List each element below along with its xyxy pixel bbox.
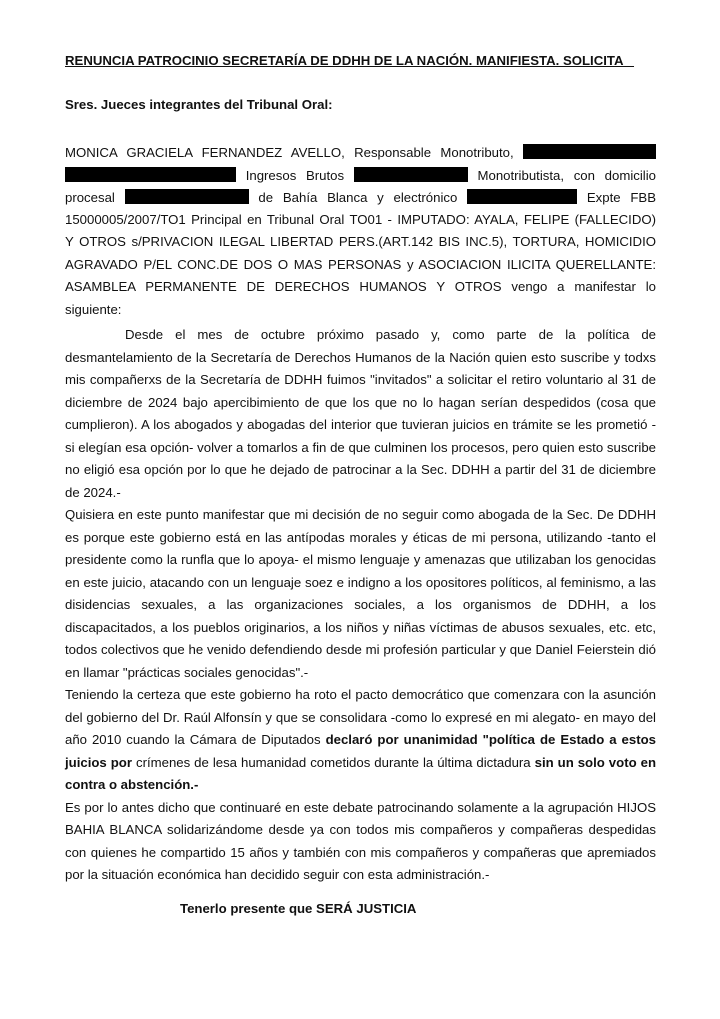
paragraph-2: Quisiera en este punto manifestar que mi decisión de no seguir como abogada de la Sec. De DDHH es porque este gobierno está en las antípodas morales y éticas de mi persona, utilizando -tanto el presidente como la runfla que lo apoya- el mismo lenguaje y amenazas que utilizaban los genocidas en este juicio, atacando con un lenguaje soez e indigno a los opositores políticos, al feminismo, a las disidencias sexuales, a las organizaciones sociales, a los organismos de DDHH, a los discapacitados, a los pueblos originarios, a los niños y niñas víctimas de abusos sexuales, etc. etc, todos colectivos que he venido defendiendo desde mi profesión particular y que Daniel Feierstein dió en llamar "prácticas sociales genocidas".- — [65, 507, 656, 680]
salutation: Sres. Jueces integrantes del Tribunal Oral: — [65, 97, 333, 112]
paragraph-3: Teniendo la certeza que este gobierno ha roto el pacto democrático que comenzara con la asunción del gobierno del Dr. Raúl Alfonsín y que se consolidara -como lo expresé en mi alegato- en mayo del año 2010 cuando la Cámara de Diputados declaró por unanimidad "política de Estado a estos juicios por crímenes de lesa humanidad cometidos durante la última dictadura sin un solo voto en contra o abstención.- — [65, 687, 657, 792]
document-title: RENUNCIA PATROCINIO SECRETARÍA DE DDHH DE LA NACIÓN. MANIFIESTA. SOLICITA — [65, 53, 635, 68]
intro-line-8: siguiente: — [65, 301, 122, 317]
intro-line-1: MONICA GRACIELA FERNANDEZ AVELLO, Responsable Monotributo, — [65, 144, 656, 167]
paragraph-1: Desde el mes de octubre próximo pasado y, como parte de la política de desmantelamiento de la Secretaría de Derechos Humanos de la Nación quien esto suscribe y todxs mis compañerxs de la Secretaría de DDHH fuimos "invitados" a solicitar el retiro voluntario al 31 de diciembre de 2024 bajo apercibimiento de que los que no lo hagan serían despedidos (cosa que cumplieron). A los abogados y abogadas del interior que tuvieran juicios en trámite se les prometió -si elegían esa opción- volver a tomarlos a fin de que culminen los procesos, pero quien esto suscribe no eligió esa opción por lo que he dejado de patrocinar a la Sec. DDHH a partir del 31 de diciembre de 2024.- — [65, 327, 656, 500]
redacted-block — [125, 189, 249, 204]
document-page — [65, 52, 657, 916]
paragraph-4: Es por lo antes dicho que continuaré en este debate patrocinando solamente a la agrupación HIJOS BAHIA BLANCA solidarizándome desde ya con todos mis compañeros y compañeras despedidas con quienes he compartido 15 años y también con mis compañeros y compañeras que apremiados por la situación económica han decidido seguir con esta administración.- — [65, 799, 656, 882]
document-body — [65, 144, 656, 887]
redacted-block — [467, 189, 577, 204]
intro-paragraph — [65, 144, 656, 324]
closing-line: Tenerlo presente que SERÁ JUSTICIA — [180, 901, 417, 916]
redacted-block — [354, 167, 468, 182]
intro-line-3: procesal de Bahía Blanca y electrónico Expte FBB — [65, 190, 657, 205]
intro-line-7: ASAMBLEA PERMANENTE DE DERECHOS HUMANOS Y OTROS vengo a manifestar lo — [65, 279, 656, 294]
redacted-block — [65, 167, 236, 182]
intro-line-5: Y OTROS s/PRIVACION ILEGAL LIBERTAD PERS.(ART.142 BIS INC.5), TORTURA, HOMICIDIO — [65, 234, 656, 249]
intro-line-6: AGRAVADO P/EL CONC.DE DOS O MAS PERSONAS y ASOCIACION ILICITA QUERELLANTE: — [65, 256, 656, 272]
redacted-block — [523, 144, 656, 159]
intro-line-4: 15000005/2007/TO1 Principal en Tribunal Oral TO01 - IMPUTADO: AYALA, FELIPE (FALLECIDO) — [65, 211, 656, 227]
intro-line-2: Ingresos Brutos Monotributista, con domicilio — [65, 167, 656, 190]
